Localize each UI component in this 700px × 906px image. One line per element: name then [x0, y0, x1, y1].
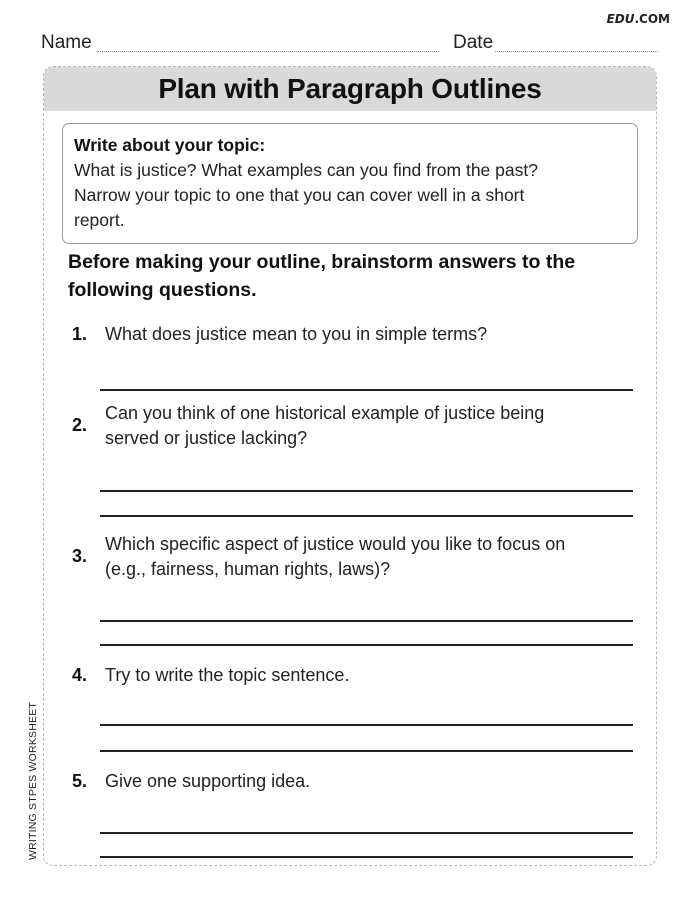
- question-number: 5.: [72, 771, 88, 791]
- question-text: [105, 769, 645, 794]
- answer-line[interactable]: [100, 389, 633, 391]
- brand-suffix: .COM: [634, 12, 670, 26]
- topic-heading: Write about your topic:: [74, 135, 266, 155]
- topic-line: report.: [74, 210, 125, 230]
- date-field[interactable]: [495, 51, 658, 52]
- topic-line: Narrow your topic to one that you can cover well in a short: [74, 185, 525, 205]
- topic-line: What is justice? What examples can you find from the past?: [74, 160, 538, 180]
- date-label: Date: [453, 32, 494, 53]
- brand-logo: [607, 12, 670, 26]
- question-line: Which specific aspect of justice would you like to focus on: [105, 534, 566, 554]
- answer-line[interactable]: [100, 490, 633, 492]
- answer-line[interactable]: [100, 856, 633, 858]
- instructions-line: following questions.: [68, 279, 257, 301]
- question-text: [105, 532, 645, 582]
- question-text: [105, 322, 645, 347]
- question-line: (e.g., fairness, human rights, laws)?: [105, 559, 391, 579]
- topic-box: [62, 123, 638, 244]
- instructions: [68, 248, 643, 304]
- question-line: served or justice lacking?: [105, 428, 308, 448]
- title-bar: [44, 67, 656, 111]
- answer-line[interactable]: [100, 515, 633, 517]
- answer-line[interactable]: [100, 644, 633, 646]
- name-field[interactable]: [97, 51, 439, 52]
- answer-line[interactable]: [100, 750, 633, 752]
- name-label: Name: [41, 32, 92, 53]
- question-line: Give one supporting idea.: [105, 771, 311, 791]
- answer-line[interactable]: [100, 832, 633, 834]
- answer-line[interactable]: [100, 724, 633, 726]
- question-line: Try to write the topic sentence.: [105, 665, 350, 685]
- question-number: 3.: [72, 546, 88, 566]
- name-date-row: [41, 32, 658, 54]
- question-line: Can you think of one historical example of justice being: [105, 403, 545, 423]
- question-number: 4.: [72, 665, 88, 685]
- question-text: [105, 401, 645, 451]
- question-line: What does justice mean to you in simple terms?: [105, 324, 488, 344]
- worksheet-panel: [43, 66, 657, 866]
- question-number: 1.: [72, 324, 88, 344]
- question-number: 2.: [72, 415, 88, 435]
- question-text: [105, 663, 645, 688]
- page-title: Plan with Paragraph Outlines: [158, 73, 542, 104]
- instructions-line: Before making your outline, brainstorm answers to the: [68, 251, 576, 273]
- side-label: WRITING STPES WORKSHEET: [27, 701, 39, 860]
- brand-name: EDU: [606, 12, 635, 26]
- answer-line[interactable]: [100, 620, 633, 622]
